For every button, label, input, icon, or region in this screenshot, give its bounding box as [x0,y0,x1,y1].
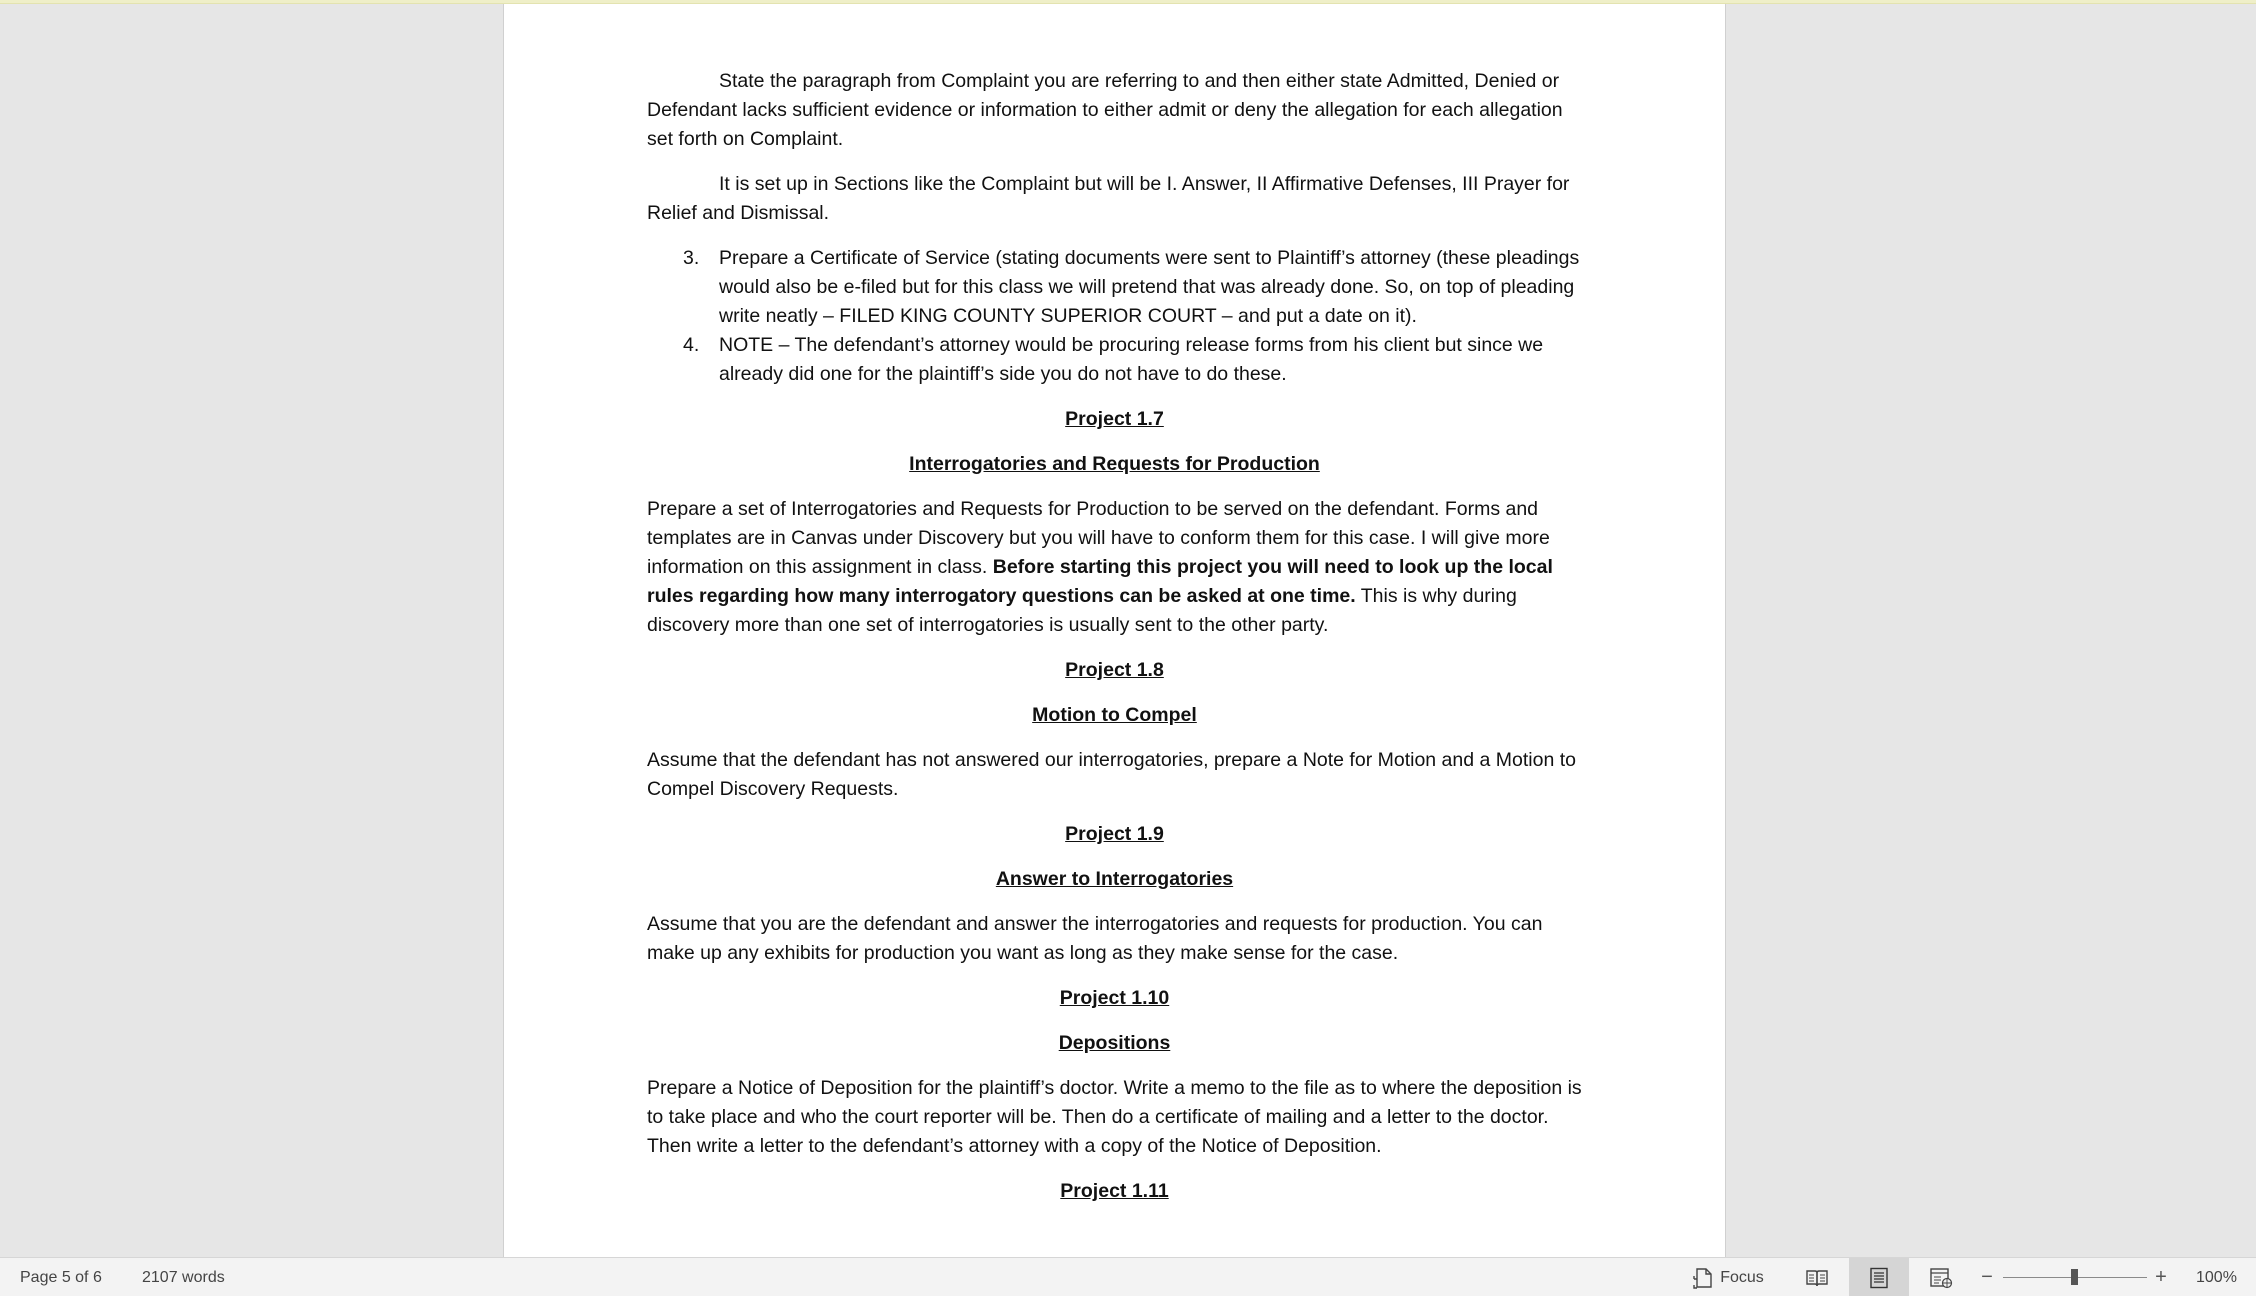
focus-icon [1692,1267,1714,1289]
status-bar [0,1257,2256,1296]
project-paragraph[interactable]: Prepare a Notice of Deposition for the plaintiff’s doctor. Write a memo to the file as to where the deposition is to take place and who the court reporter will be. Then do a certificate of mailing and a letter to the doctor. Then write a letter to the defendant’s attorney with a copy of the Notice of Deposition. [647,1077,1582,1157]
project-paragraph[interactable]: Assume that you are the defendant and answer the interrogatories and requests for production. You can make up any exhibits for production you want as long as they make sense for the case. [647,913,1543,964]
zoom-slider-thumb[interactable] [2071,1269,2078,1285]
read-mode-button[interactable] [1797,1258,1837,1296]
list-number: 4. [683,334,700,356]
document-canvas[interactable] [0,4,2256,1257]
zoom-in-button[interactable]: + [2155,1266,2167,1288]
zoom-level[interactable]: 100% [2196,1268,2237,1286]
project-heading[interactable]: Project 1.11 [1060,1180,1169,1202]
list-number: 3. [683,247,700,269]
read-mode-icon [1805,1268,1829,1288]
page-indicator[interactable]: Page 5 of 6 [20,1268,102,1286]
web-layout-icon [1929,1267,1953,1289]
project-heading[interactable]: Project 1.9 [1065,823,1164,845]
project-title[interactable]: Answer to Interrogatories [995,868,1234,890]
project-paragraph[interactable]: Assume that the defendant has not answered our interrogatories, prepare a Note for Motion and a Motion to Compel Discovery Requests. [647,749,1576,800]
text-run: Prepare a set of Interrogatories and Requests for Production to be served on the defendant. Forms and templates are in Canvas under Discovery but you will have to conform them for this case. I will give more information on this assignment in class. [647,498,1550,578]
project-heading[interactable]: Project 1.10 [1059,987,1170,1009]
project-title[interactable]: Motion to Compel [1032,704,1197,726]
focus-label: Focus [1720,1268,1764,1286]
paragraph-sections[interactable]: It is set up in Sections like the Complaint but will be I. Answer, II Affirmative Defenses, III Prayer for Relief and Dismissal. [647,173,1570,224]
zoom-out-button[interactable]: − [1981,1266,1993,1288]
text-run: This is why during discovery more than one set of interrogatories is usually sent to the other party. [647,585,1517,636]
word-count[interactable]: 2107 words [142,1268,225,1286]
project-heading[interactable]: Project 1.7 [1065,408,1164,430]
project-title[interactable]: Depositions [1058,1032,1171,1054]
project-paragraph[interactable] [647,495,1582,640]
list-item-text: NOTE – The defendant’s attorney would be procuring release forms from his client but since we already did one for the plaintiff’s side you do not have to do these. [719,334,1544,385]
numbered-list [647,244,1582,389]
print-layout-icon [1869,1267,1889,1289]
list-item[interactable] [647,244,1582,331]
list-item[interactable] [647,331,1582,389]
focus-button[interactable] [1690,1258,1766,1296]
project-title[interactable]: Interrogatories and Requests for Production [909,453,1320,475]
paragraph-answer-instructions[interactable]: State the paragraph from Complaint you are referring to and then either state Admitted, Denied or Defendant lacks sufficient evidence or information to either admit or deny the allegation for each allegation set forth on Complaint. [647,70,1563,150]
print-layout-button[interactable] [1849,1258,1909,1296]
web-layout-button[interactable] [1921,1258,1961,1296]
document-body[interactable] [647,67,1582,1222]
list-item-text: Prepare a Certificate of Service (stating documents were sent to Plaintiff’s attorney (these pleadings would also be e-filed but for this class we will pretend that was already done. So, on top of pleading write neatly – FILED KING COUNTY SUPERIOR COURT – and put a date on it). [719,247,1580,327]
bold-text-run: Before starting this project you will need to look up the local rules regarding how many interrogatory questions can be asked at one time. [647,556,1553,607]
document-page[interactable] [503,4,1726,1257]
project-heading[interactable]: Project 1.8 [1065,659,1164,681]
